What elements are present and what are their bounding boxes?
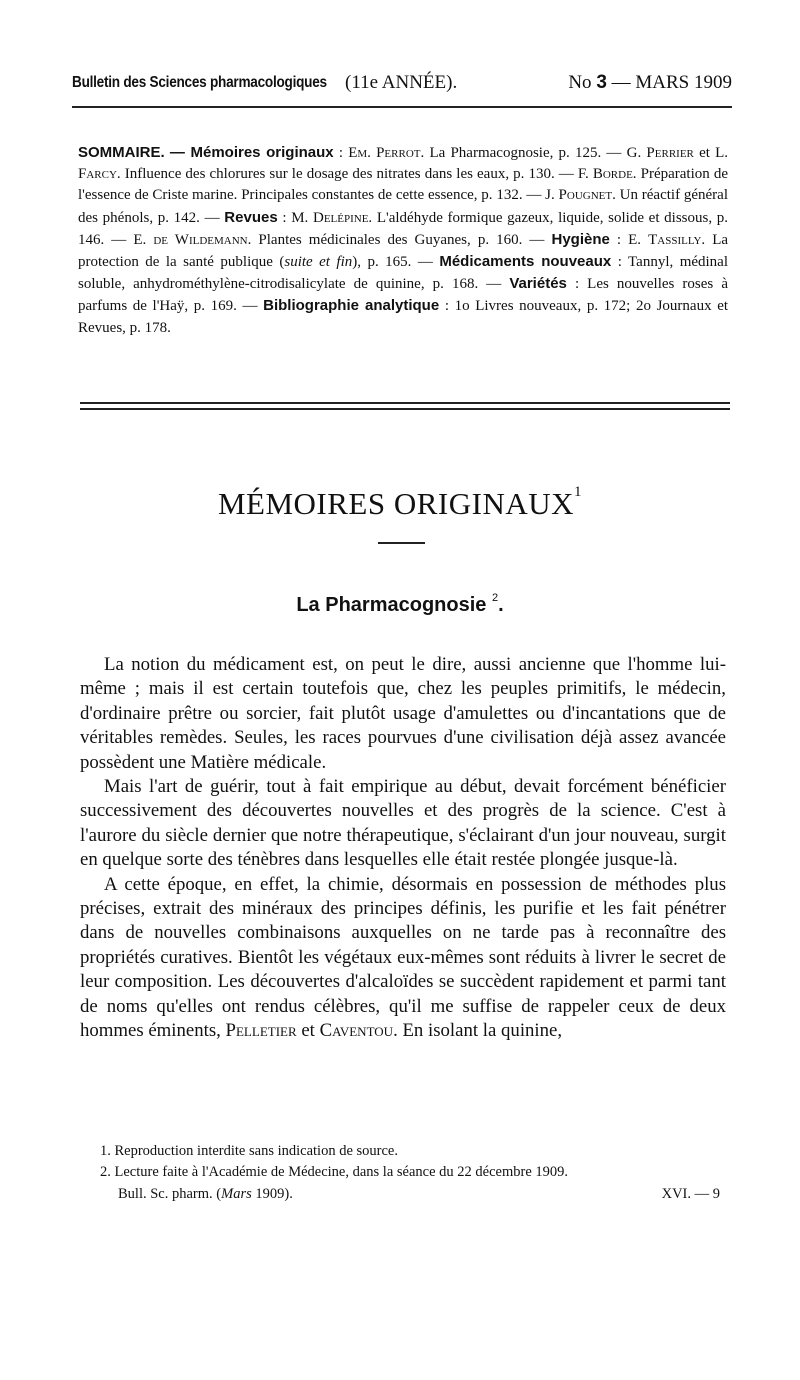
footer-source: Bull. Sc. pharm. (Mars 1909).: [118, 1186, 293, 1202]
summary-rule-bottom: [80, 408, 730, 410]
journal-title: Bulletin des Sciences pharmacologiques: [72, 74, 327, 91]
page-footer: [118, 1186, 720, 1203]
summary-rule-top: [80, 402, 730, 404]
page-number: XVI. — 9: [661, 1186, 720, 1202]
footnotes: [100, 1141, 730, 1183]
footnote: 1. Reproduction interdite sans indication de source.: [100, 1143, 398, 1159]
issue-number: No 3 — MARS 1909: [568, 72, 732, 93]
paragraph: Mais l'art de guérir, tout à fait empirique au début, devait forcément bénéficier successivement des découvertes nouvelles et des progrès de la science. C'est à l'aurore du siècle dernier que notre thérapeutique, s'éclairant d'un jour nouveau, surgit en quelque sorte des ténèbres dans lesquelles elle était restée plongée jusque-là.: [80, 776, 726, 871]
title-footnote-ref: 1: [574, 484, 583, 500]
subtitle-footnote-ref: 2: [491, 592, 499, 604]
section-title: MÉMOIRES ORIGINAUX$^1$: [217, 484, 583, 521]
paragraph: La notion du médicament est, on peut le dire, aussi ancienne que l'homme lui-même ; mais il est certain toutefois que, chez les peuples primitifs, le médecin, d'ordinaire prêtre ou sorcier, fait plutôt usage d'amulettes ou d'incantations que de véritables remèdes. Seules, les races pourvues d'une civilisation déjà assez avancée possèdent une Matière médicale.: [80, 654, 726, 773]
summary-block: SOMMAIRE. — Mémoires originaux : Em. Perrot. La Pharmacognosie, p. 125. — G. Perrier et L. Farcy. Influence des chlorures sur le dosage des nitrates dans les eaux, p. 130. — F. Borde. Préparation de l'essence de Criste marine. Principales constantes de cette essence, p. 132. — J. Pougnet. Un réactif général des phénols, p. 142. — Revues : M. Delépine. L'aldéhyde formique gazeux, liquide, solide et dissous, p. 146. — E. de Wildemann. Plantes médicinales des Guyanes, p. 160. — Hygiène : E. Tassilly. La protection de la santé publique (suite et fin), p. 165. — Médicaments nouveaux : Tannyl, médinal soluble, anhydrométhylène-citrodisalicylate de quinine, p. 168. — Variétés : Les nouvelles roses à parfums de l'Haÿ, p. 169. — Bibliographie analytique : 1o Livres nouveaux, p. 172; 2o Journaux et Revues, p. 178.: [78, 144, 729, 336]
title-divider: [378, 542, 425, 544]
year-label: (11e ANNÉE).: [345, 72, 458, 93]
paragraph: A cette époque, en effet, la chimie, désormais en possession de méthodes plus précises, extrait des minéraux des principes définis, les purifie et les fait pénétrer dans de nouvelles combinaisons auxquelles on ne tarde pas à reconnaître des propriétés curatives. Bientôt les végétaux eux-mêmes sont réduits à livrer le secret de leur composition. Les découvertes d'alcaloïdes se succèdent rapidement et parmi tant de noms qu'elles ont rendus célèbres, qu'il me suffise de rappeler ceux de deux hommes éminents, Pelletier et Caventou. En isolant la quinine,: [80, 873, 726, 1042]
header-rule: [72, 106, 732, 108]
footnote: 2. Lecture faite à l'Académie de Médecine, dans la séance du 22 décembre 1909.: [100, 1164, 569, 1180]
article-body: [80, 653, 726, 1044]
article-title: La Pharmacognosie $^2$.: [296, 592, 504, 616]
page-header: [72, 70, 732, 102]
summary-label: SOMMAIRE.: [78, 144, 165, 161]
